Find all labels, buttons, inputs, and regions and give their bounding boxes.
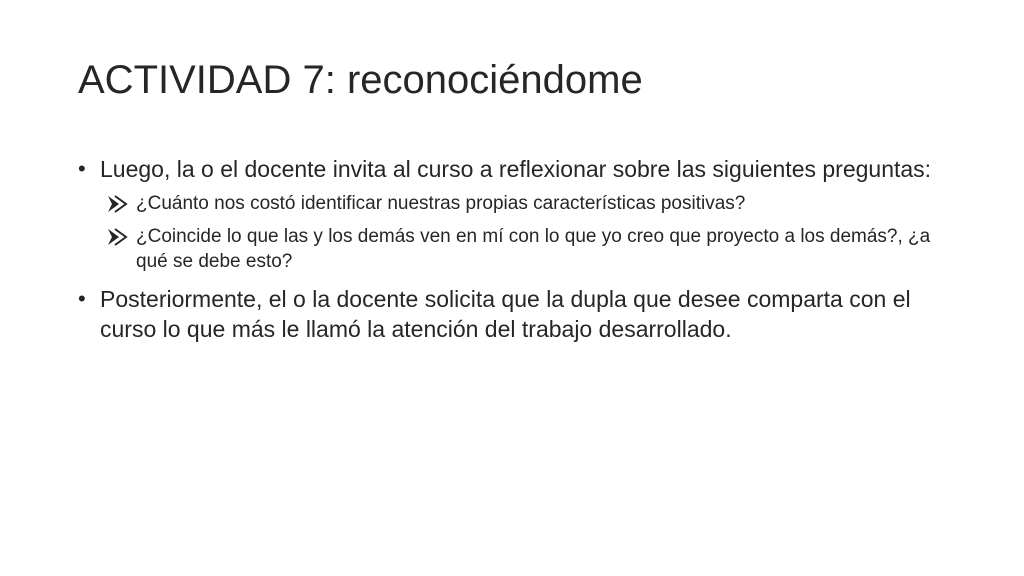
slide-body [78,154,958,351]
sub-bullet-text-1: ¿Cuánto nos costó identificar nuestras propias características positivas? [136,193,746,214]
bullet-text-1: Luego, la o el docente invita al curso a reflexionar sobre las siguientes preguntas: [100,156,932,182]
bullet-dot-icon: • [78,286,86,311]
sub-bullet-item-2 [106,224,958,274]
slide-title: ACTIVIDAD 7: reconociéndome [78,58,643,102]
bullet-item-1 [78,154,958,184]
sub-bullet-text-2: ¿Coincide lo que las y los demás ven en mí con lo que yo creo que proyecto a los demás?, ¿a qué se debe esto? [136,226,931,272]
bullet-item-2 [78,284,958,344]
sub-bullet-list [106,191,958,274]
sub-bullet-item-1 [106,191,958,216]
bullet-dot-icon: • [78,156,86,181]
arrow-bullet-icon [106,194,128,214]
arrow-bullet-icon [106,227,128,247]
bullet-text-2: Posteriormente, el o la docente solicita que la dupla que desee comparta con el curso lo que más le llamó la atención del trabajo desarrollado. [100,286,911,342]
